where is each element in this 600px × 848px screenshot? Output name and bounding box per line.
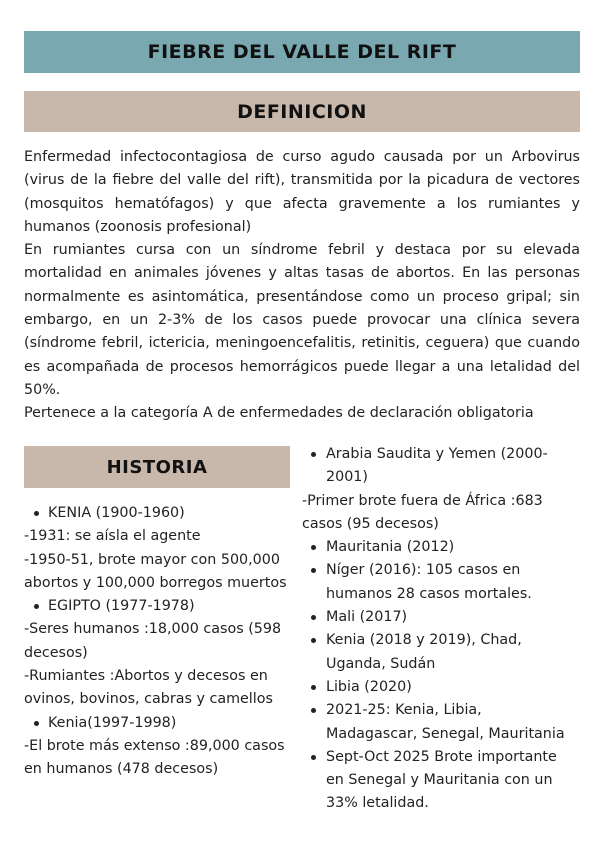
document-title: FIEBRE DEL VALLE DEL RIFT (24, 31, 580, 73)
historia-detail-line: -1950-51, brote mayor con 500,000 abortos y 100,000 borregos muertos (24, 551, 287, 591)
definicion-paragraph: Enfermedad infectocontagiosa de curso agudo causada por un Arbovirus (virus de la fiebre del valle del rift), transmitida por la picadura de vectores (mosquitos hematófagos) y que afecta gravemente a los rumiantes y humanos (zoonosis profesional) (24, 149, 580, 235)
historia-detail-line: -Primer brote fuera de África :683 casos (95 decesos) (302, 492, 543, 532)
historia-bullet-item: Kenia(1997-1998) (24, 712, 294, 735)
historia-bullet-item: KENIA (1900-1960) (24, 502, 294, 525)
historia-bullet-item: Sept-Oct 2025 Brote importante en Senegal y Mauritania con un 33% letalidad. (302, 746, 574, 816)
historia-bullet-item: Mali (2017) (302, 606, 574, 629)
definicion-paragraph: Pertenece a la categoría A de enfermedades de declaración obligatoria (24, 405, 534, 422)
definicion-paragraph: En rumiantes cursa con un síndrome febril y destaca por su elevada mortalidad en animales jóvenes y altas tasas de abortos. En las personas normalmente es asintomática, presentándose como un proceso gripal; sin embargo, en un 2-3% de los casos puede provocar una clínica severa (síndrome febril, ictericia, meningoencefalitis, retinitis, ceguera) que cuando es acompañada de procesos hemorrágicos puede llegar a una letalidad del 50%. (24, 242, 580, 398)
definicion-body (24, 146, 580, 426)
historia-detail-line: -1931: se aísla el agente (24, 528, 201, 545)
historia-detail-line: -El brote más extenso :89,000 casos en humanos (478 decesos) (24, 737, 285, 778)
historia-left-column (24, 502, 294, 782)
historia-detail-line: -Rumiantes :Abortos y decesos en ovinos, bovinos, cabras y camellos (24, 668, 273, 708)
historia-bullet-item: Libia (2020) (302, 676, 574, 699)
historia-detail-line: -Seres humanos :18,000 casos (598 decesos) (24, 621, 282, 661)
historia-bullet-item: Kenia (2018 y 2019), Chad, Uganda, Sudán (302, 629, 574, 676)
historia-bullet-item: Arabia Saudita y Yemen (2000-2001) (302, 443, 574, 490)
historia-bullet-item: Níger (2016): 105 casos en humanos 28 casos mortales. (302, 559, 574, 606)
historia-bullet-item: 2021-25: Kenia, Libia, Madagascar, Senegal, Mauritania (302, 699, 574, 746)
historia-right-column (302, 443, 574, 816)
historia-bullet-item: EGIPTO (1977-1978) (24, 595, 294, 618)
historia-bullet-item: Mauritania (2012) (302, 536, 574, 559)
historia-heading: HISTORIA (24, 446, 290, 488)
definicion-heading: DEFINICION (24, 91, 580, 132)
